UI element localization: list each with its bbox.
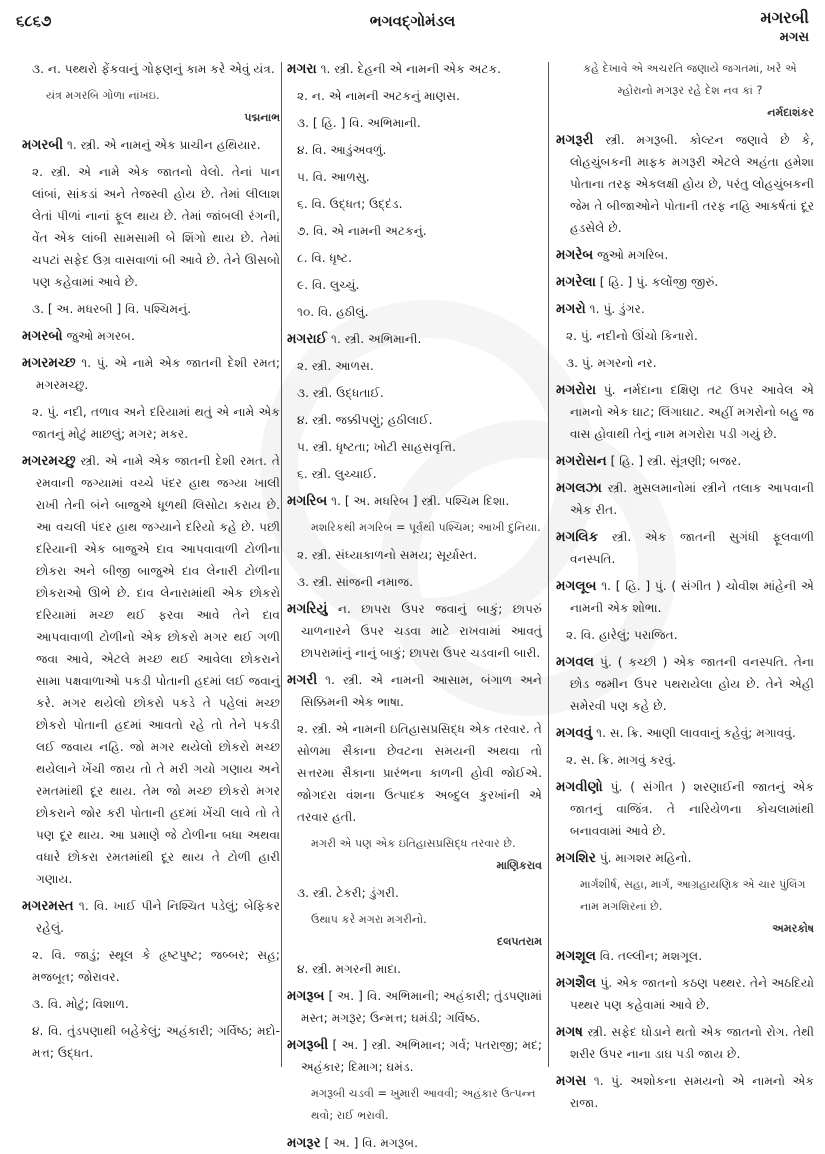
citation [580,874,814,940]
headword: મગરા [287,61,317,77]
definition: પું. ( કચ્છી ) એક જાતની વનસ્પતિ. તેના છોડ જમીન ઉપર પથરાયેલા હોય છે. તેને એહી સમેરવી પણ કહે છે. [570,655,814,713]
headword: મગરાઈ [287,331,328,347]
sense: ૧૦. વિ. હઠીલું. [297,305,369,319]
sense: ૪. સ્ત્રી. મગરની માદા. [297,962,402,976]
sense: ૨. સ્ત્રી. આળસ. [297,359,374,373]
sense: ૩. સ્ત્રી. સાંજની નમાજ. [297,575,414,589]
definition: સ્ત્રી. મગરૂબી. કોલ્ટન જણાવે છે કે, લોહચુંબકની માફક મગરૂરી એટલે અહંતા હમેશા પોતાના તરફ એકલક્ષી હોય છે, પરંતુ લોહચુંબકની જેમ તે બીજાઓને પોતાની તરફ નહિ આકર્ષતાં દૂર હડસેલે છે. [570,133,815,235]
dictionary-entry [287,328,542,350]
sense: ૨. વિ. જાડું; સ્થૂલ કે હૃષ્ટપુષ્ટ; જબ્બર; સહ઼; મજબૂત; જોરાવર. [32,948,280,984]
dictionary-entry [556,1070,814,1114]
dictionary-entry [287,669,542,713]
column-2 [287,58,543,1151]
dictionary-entry [556,477,814,521]
sense: ૩. પું. મગરનો નર. [566,356,657,370]
dictionary-entry [22,895,280,939]
sense: ૨. પું. નદીનો ઊંચો કિનારો. [566,329,698,343]
headword: મગરેબ [556,247,594,263]
headword: મગરૂરી [556,132,594,148]
headword: મગરૂબ [287,988,325,1004]
headword: મગરબી [22,137,64,153]
citation-source: અમરકોષ [772,922,814,935]
page-header [0,0,825,56]
sense: ૪. વિ. આડુંઅવળું. [297,143,387,157]
sense: ૪. સ્ત્રી. જક્કીપણું; હઠીલાઈ. [297,413,433,427]
definition: [ હિ. ] પું. કલોંજી જીરું. [599,275,719,289]
headword: મગવલ [556,654,595,670]
headword: મગલૂબ [556,578,597,594]
sense: ૨. વિ. હારેલું; પરાજિત. [566,628,678,642]
sense: ૨. ન. એ નામની અટકનું માણસ. [297,89,461,103]
headword: મગરોસન [556,453,607,469]
citation-source: પદ્મનાભ [244,111,280,124]
definition: ૧. [ હિ. ] પું. ( સંગીત ) ચોવીશ માંહેની એ નામની એક શોભા. [570,579,815,615]
dictionary-entry [287,1034,542,1078]
headword: મગરિબ [287,493,328,509]
definition: જુઓ મગરિબ. [597,248,669,262]
definition: સ્ત્રી. સફેદ ઘોડાને થતો એક જાતનો રોગ. તેથી શરીર ઉપર નાના ડાઘ પડી જાય છે. [570,1025,815,1061]
definition: ૧. સ્ત્રી. દેહની એ નામની એક અટક. [320,62,502,76]
headword: મગલિક [556,529,599,545]
definition: [ અ. ] વિ. મગરૂબ. [324,1136,419,1150]
definition: ૧. સ્ત્રી. અભિમાની. [330,332,422,346]
column-divider [281,62,282,1067]
citation [311,1083,542,1127]
dictionary-entry [556,847,814,869]
dictionary-entry [22,134,280,156]
sense: ૨. સ્ત્રી. સંધ્યાકાળનો સમય; સૂર્યાસ્ત. [297,548,478,562]
definition: પું. માગશર મહિનો. [599,851,692,865]
sense: ૨. પું. નદી, તળાવ અને દરિયામાં થતું એ નામે એક જાતનું મોટું માછલું; મગર; મકર. [32,405,280,441]
dictionary-entry [287,1132,542,1154]
definition: ૧. પું. ડુંગર. [589,302,645,316]
headword: મગરિયું [287,601,328,617]
dictionary-entry [556,1021,814,1065]
column-1 [22,58,280,1070]
citation-source: નર્મદાશંકર [767,106,814,119]
definition: પું. ( સંગીત ) શરણાઈની જાતનું એક જાતનું વાજિંત્ર. તે નારિયેળના કોચલામાંથી બનાવવામાં આવે છે. [570,780,815,838]
dictionary-entry [22,325,280,347]
sense: ૨. સ્ત્રી. એ નામની ઇતિહાસપ્રસિદ્ધ એક તરવાર. તે સોળમા સૈકાના છેવટના સમયની અથવા તો સત્તરમા સૈકાના પ્રારંભના કાળની હોવી જોઈએ. જોગદરા વંશના ઉત્પાદક અબ્દુલ કુરખાંની એ તરવાર હતી. [297,722,542,824]
definition: સ્ત્રી. એ નામે એક જાતની દેશી રમત. તે રમવાની જગ્યામાં વચ્ચે પંદર હાથ જગ્યા ખાલી રાખી તેની બંને બાજુએ ધૂળથી લિસોટા કરાય છે. આ વચલી પંદર હાથ જગ્યાને દરિયો કહે છે. પછી દરિયાની એક બાજુએ દાવ આપવાવાળી ટોળીના છોકરા અને બીજી બાજુએ દાવ લેનારી ટોળીના છોકરાઓ ઊભે છે. દાવ લેનારામાંથી એક છોકરો દરિયામાં મચ્છ થઈ ફરવા આવે તેને દાવ આપવાવાળી ટોળીનો એક છોકરો મગર થઈ ગળી જવા આવે, એટલે મચ્છ થઈ આવેલા છોકરાને સામા પક્ષવાળાઓ પકડી પોતાની હદમાં લઈ જવાનું કરે. મગર થયેલો છોકરો પકડે તે પહેલાં મચ્છ છોકરો પોતાની હદમાં આવતો રહે તો તેને પકડી લઈ જવાય નહિ. જો મગર થયેલો છોકરો મચ્છ થયેલાને ખેંચી જાય તો તે મરી ગયો ગણાય અને રમતમાંથી દૂર થાય. તેમ જો મચ્છ છોકરો મગર છોકરાને જોર કરી પોતાની હદમાં ખેંચી લાવે તો તે પણ દૂર થાય. આ પ્રમાણે જે ટોળીના બધા અથવા વધારે છોકરા રમતમાંથી દૂર થાય તે ટોળી હારી ગણાય. [36,454,280,886]
dictionary-entry [556,244,814,266]
headword: મગલઝા [556,480,602,496]
definition: [ હિ. ] સ્ત્રી. સૂંત્રણી; બજર. [610,454,742,468]
definition: ૧. સ્ત્રી. એ નામનું એક પ્રાચીન હથિયાર. [66,138,261,152]
dictionary-entry [556,722,814,744]
citation-text: યંત્ર મગરબિ ગોળા નાંખઇ. [46,89,160,102]
definition: સ્ત્રી. એક જાતની સુગંધી ફૂલવાળી વનસ્પતિ. [570,530,815,566]
headword: મગરબો [22,328,63,344]
dictionary-entry [556,575,814,619]
sense: ૩. [ અ. મધરબી ] વિ. પશ્ચિમનું. [32,302,192,316]
sense: ૪. વિ. તુંડપણાથી બહેકેલું; અહંકારી; ગર્વિષ્ઠ; મદો-મત્ત; ઉદ્ધત. [32,1024,280,1060]
definition: ૧. [ અ. મધરિબ ] સ્ત્રી. પશ્ચિમ દિશા. [331,494,510,508]
sense: ૬. વિ. ઉદ્ધત; ઉદ્દંડ. [297,197,403,211]
definition: ન. છાપરા ઉપર જવાનું બાકું; છાપરું ચાળનારને ઉપર ચડવા માટે રાખવામાં આવતું છાપરામાંનું નાનું બાકું; છાપરા ઉપર ચડવાની બારી. [301,602,542,660]
sense: ૯. વિ. લુચ્ચું. [297,278,360,292]
headword: મગરેલા [556,274,596,290]
definition: ૧. વિ. ખાઈ પીને નિશ્ચિત પડેલું; બેફિકર રહેલું. [36,899,281,935]
guide-word-first: મગરબી [760,8,809,27]
dictionary-entry [556,972,814,1016]
headword: મગરૂર [287,1135,321,1151]
sense: ૨. સ્ત્રી. એ નામે એક જાતનો વેલો. તેનાં પાન લાંબાં, સાંકડાં અને તેજસ્વી હોય છે. તેમાં લીલાશ લેતાં પીળાં નાનાં ફૂલ થાય છે. તેમાં જાંબલી રંગની, વેંત એક લાંબી સામસામી બે શિંગો થાય છે. તેમાં ચપટાં સફેદ ઉગ્ર વાસવાળાં બી આવે છે. તેને ઊસબો પણ કહેવામાં આવે છે. [32,165,280,289]
dictionary-entry [287,58,542,80]
headword: મગરો [556,301,586,317]
dictionary-entry [556,379,814,445]
definition: વિ. તલ્લીન; મશગૂલ. [599,949,703,963]
headword: મગરમચ્છ [22,355,76,371]
sense: ૫. સ્ત્રી. ધૃષ્ટતા; ખોટી સાહસવૃત્તિ. [297,440,457,454]
definition: ૧. સ. ક્રિ. આણી લાવવાનું કહેવું; મગાવવું. [596,726,796,740]
headword: મગવવું [556,725,593,741]
dictionary-entry [287,598,542,664]
definition: પું. નર્મદાના દક્ષિણ તટ ઉપર આવેલ એ નામનો એક ઘાટ; લિંગાઘાટ. અહીં મગરોનો બહુ જ વાસ હોવાથી તેનું નામ મગરોરા પડી ગયું છે. [570,383,815,441]
book-title: ભગવદ્ગોમંડલ [369,12,456,30]
citation-source: માણિકરાવ [496,859,542,872]
sense: ૭. વિ. એ નામની અટકનું. [297,224,427,238]
citation-text: મગરી એ પણ એક ઇતિહાસપ્રસિદ્ધ તરવાર છે. [311,837,516,850]
headword: મગરમચ્છુ [22,453,76,469]
headword: મગરમસ્ત [22,898,74,914]
dictionary-entry [556,129,814,239]
citation [311,909,542,953]
dictionary-entry [556,271,814,293]
citation-text: ઉથાપ કરે મગરા મગરીનો. [311,913,427,926]
citation [311,833,542,877]
sense: ૩. વિ. મોટું; વિશાળ. [32,997,129,1011]
column-3 [556,58,815,1110]
headword: મગશૂલ [556,948,597,964]
page-number: ૬૮૬૭ [16,12,52,30]
definition: ૧. પું. એ નામે એક જાતની દેશી રમત; મગરમચ્છુ. [36,356,281,392]
sense: ૨. સ. ક્રિ. માગવું કરવું. [566,753,676,767]
definition: [ અ. ] વિ. અભિમાની; અહંકારી; તુંડપણામાં મસ્ત; મગરૂર; ઉન્મત્ત; ઘમંડી; ગર્વિષ્ઠ. [301,989,542,1025]
dictionary-entry [22,352,280,396]
definition: ૧. સ્ત્રી. એ નામની આસામ, બંગાળ અને સિક્કિમની એક ભાષા. [301,673,543,709]
guide-word-last: મગસ [779,30,809,45]
sense: ૫. વિ. આળસુ. [297,170,370,184]
citation-text: મગરૂબી ચડવી = ખુમારી આવવી; અહંકાર ઉત્પન્ન થવો; રાઈ ભરાવી. [311,1087,536,1122]
dictionary-entry [22,450,280,890]
sense: ૬. સ્ત્રી. લુચ્ચાઈ. [297,467,377,481]
headword: મગવીણો [556,779,603,795]
citation-text: મશરિકથી મગરિબ = પૂર્વથી પશ્ચિમ; આખી દુનિયા. [311,521,541,534]
dictionary-entry [556,526,814,570]
headword: મગષ [556,1024,583,1040]
dictionary-entry [556,945,814,967]
sense: ૩. સ્ત્રી. ઉદ્ધતાઈ. [297,386,384,400]
citation [566,58,814,124]
dictionary-entry [556,651,814,717]
sense: ૩. [ હિ. ] વિ. અભિમાની. [297,116,421,130]
headword: મગરોરા [556,382,597,398]
headword: મગશૈલ [556,975,597,991]
headword: મગરૂબી [287,1037,329,1053]
definition: પું. એક જાતનો કઠણ પથ્થર. તેને અઠદિયો પથ્થર પણ કહેવામાં આવે છે. [570,976,814,1012]
citation-source: દલપતરામ [496,935,542,948]
column-divider [548,62,549,1067]
citation [46,85,280,129]
definition: ૧. પું. અશોકના સમયનો એ નામનો એક રાજા. [570,1074,815,1110]
dictionary-entry [287,490,542,512]
citation-text: કહે દેખાવે એ અચરતિ જણાયે જગતમાં, ખરે એ મ્હોરાનો મગરૂર રહે દેશ નવ કાં ? [583,62,797,97]
guide-words [760,8,809,48]
dictionary-entry [556,298,814,320]
headword: મગસ [556,1073,587,1089]
sense: ૮. વિ. ધૃષ્ટ. [297,251,352,265]
sense: ૩. સ્ત્રી. ટેકરી; ડુંગરી. [297,886,399,900]
headword: મગશિર [556,850,596,866]
sense: ૩. ન. પથ્થરો ફેંકવાનું ગોફણનું કામ કરે એવું યંત્ર. [32,62,275,76]
citation [311,517,542,539]
definition: જુઓ મગરબ. [66,329,135,343]
dictionary-entry [556,450,814,472]
definition: [ અ. ] સ્ત્રી. અભિમાન; ગર્વ; પતરાજી; મદ; અહંકાર; દિમાગ; ઘમંડ. [301,1038,543,1074]
citation-text: માર્ગશીર્ષ, સહા, માર્ગ, આગ્રહાયણિક એ ચાર પુંલિંગ નામ મગશિરનાં છે. [580,878,806,913]
dictionary-entry [556,776,814,842]
headword: મગરી [287,672,318,688]
definition: સ્ત્રી. મુસલમાનોમાં સ્ત્રીને તલાક આપવાની એક રીત. [570,481,814,517]
dictionary-entry [287,985,542,1029]
